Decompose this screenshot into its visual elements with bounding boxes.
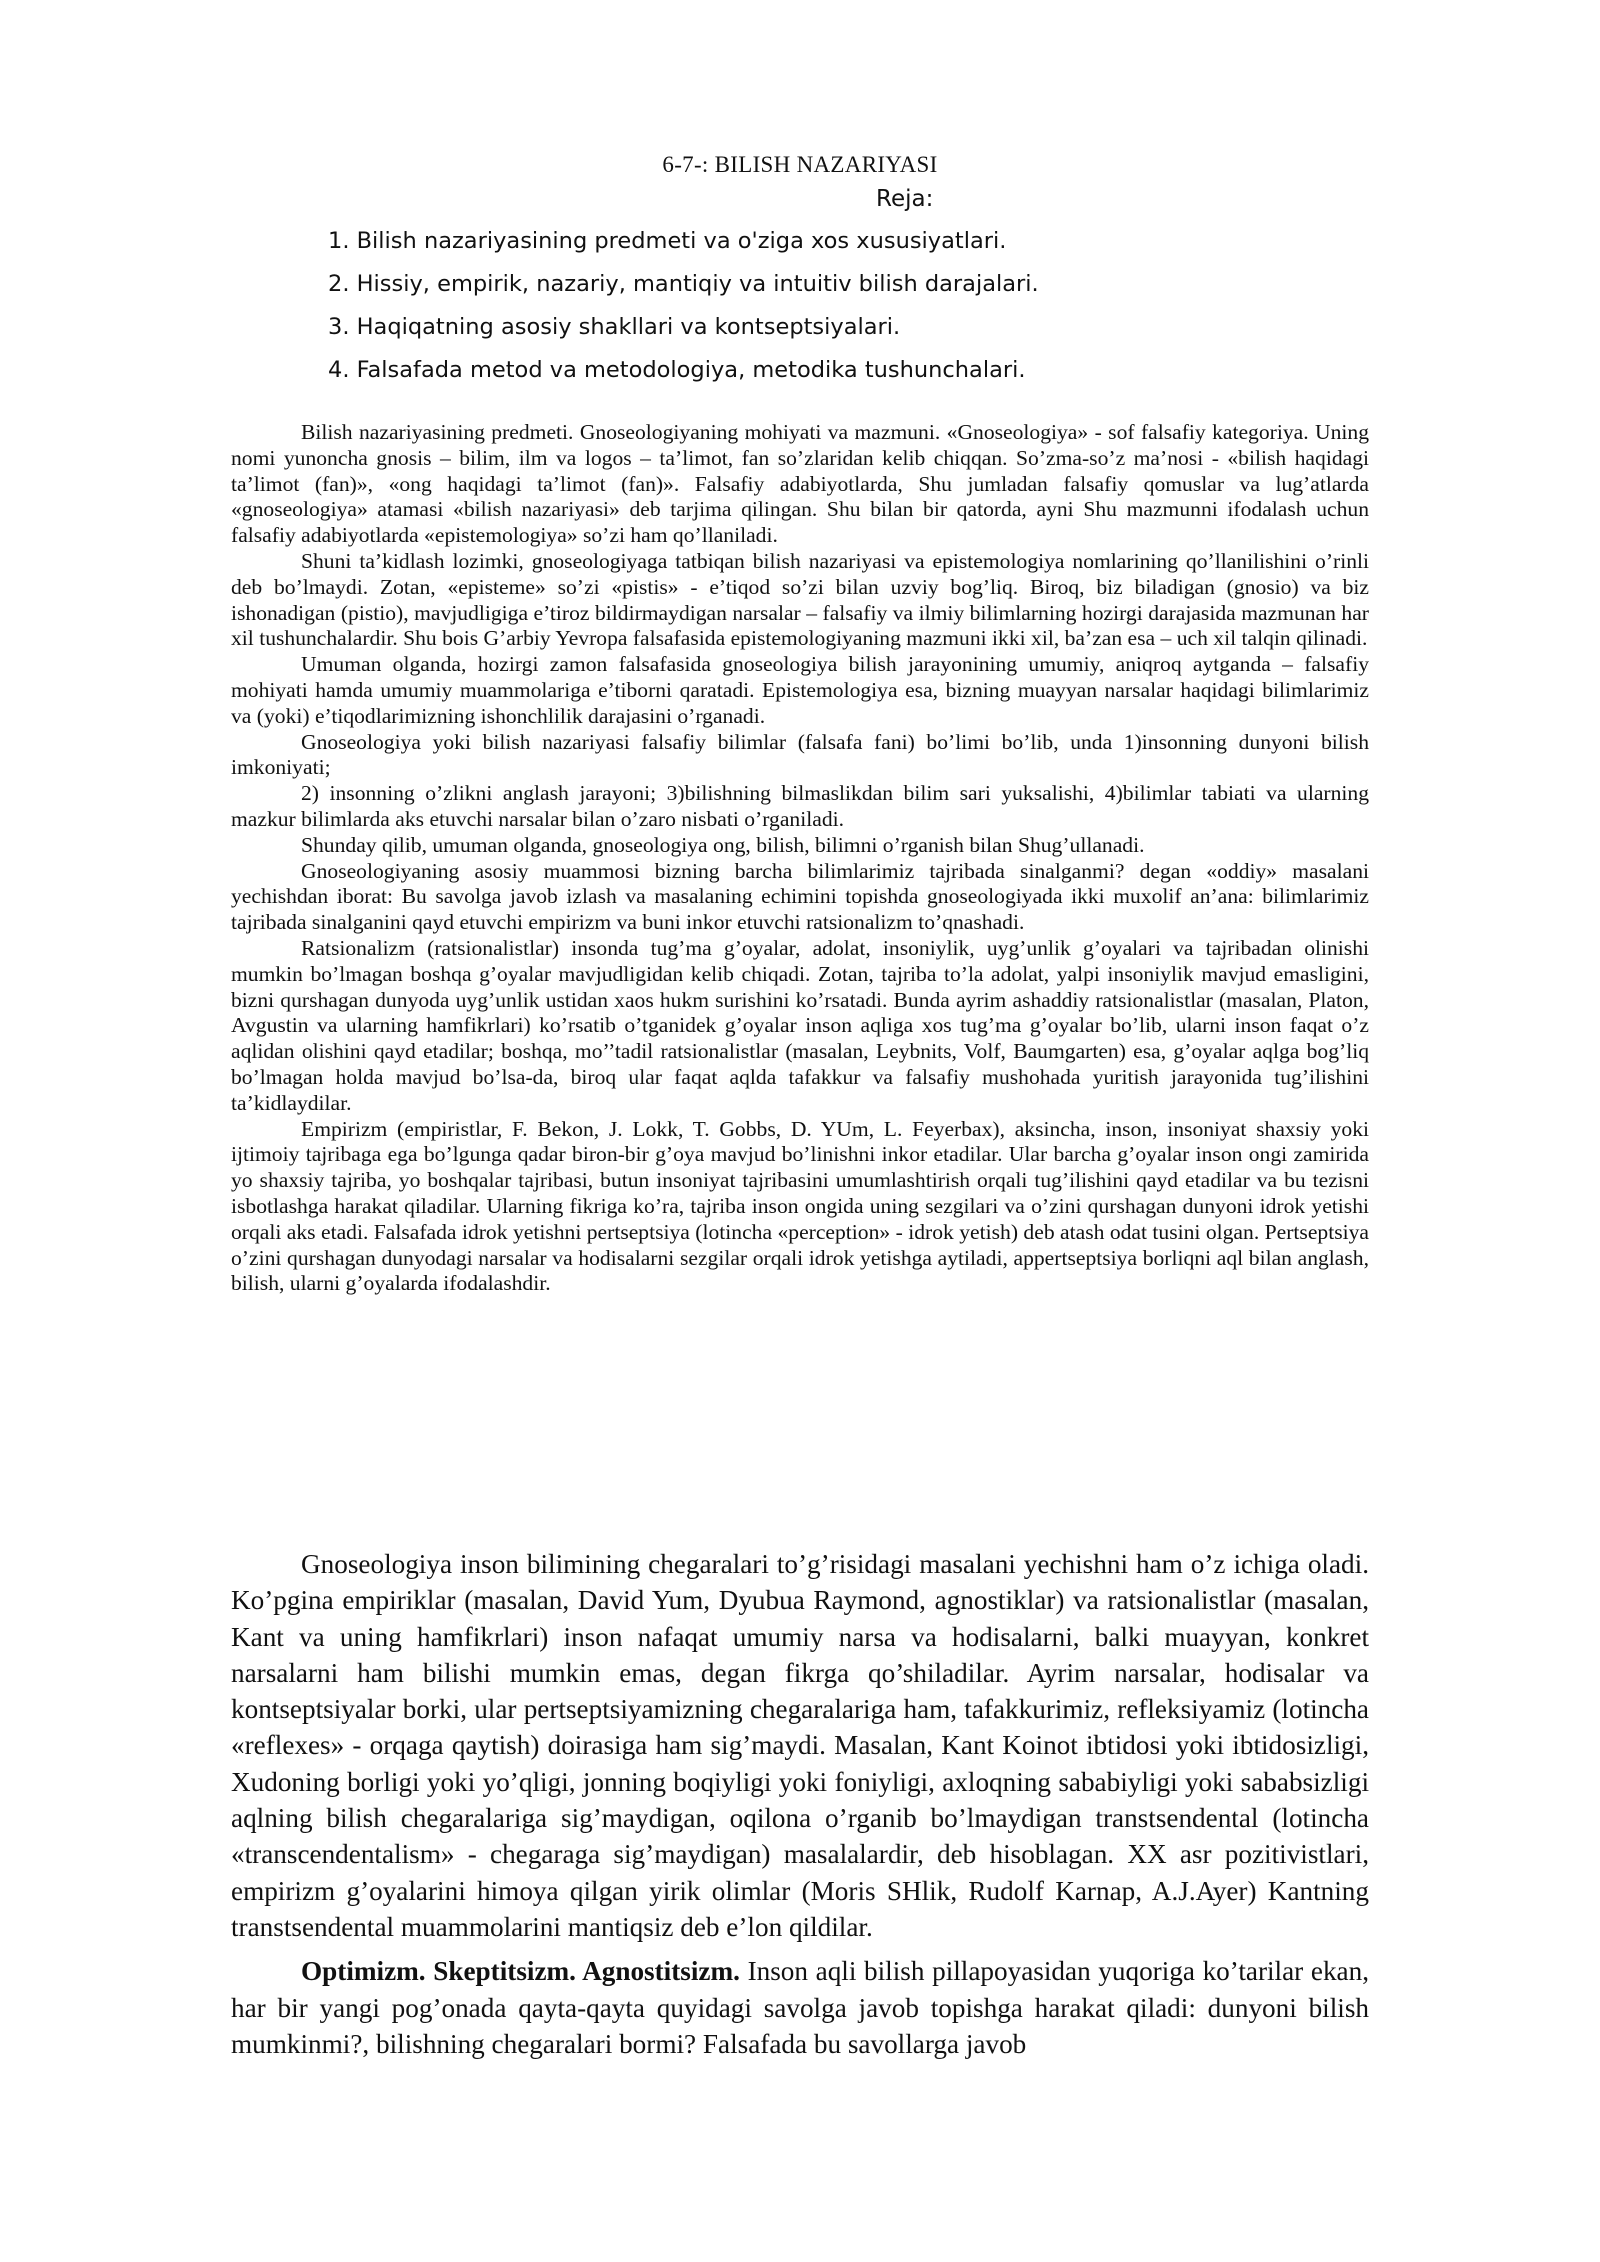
paragraph: Shunday qilib, umuman olganda, gnoseologiya ong, bilish, bilimni o’rganish bilan Shug’ullanadi. <box>301 832 1145 857</box>
paragraph: Ratsionalizm (ratsionalistlar) insonda tug’ma g’oyalar, adolat, insoniylik, uyg’unlik g’oyalari va tajribadan olinishi mumkin bo’lmagan boshqa g’oyalar mavjudligidan kelib chiqadi. Zotan, tajriba to’la adolat, yalpi insoniylik mavjud emasligini, bizni qurshagan dunyoda uyg’unlik ustidan xaos hukm surishini ko’rsatadi. Bunda ayrim ashaddiy ratsionalistlar (masalan, Platon, Avgustin va ularning hamfikrlari) ko’rsatib o’tganidek g’oyalar inson aqliga xos tug’ma g’oyalar bo’lib, ularni inson faqat o’z aqlidan olishini qayd etadilar; boshqa, mo’’tadil ratsionalistlar (masalan, Leybnits, Volf, Baumgarten) esa, g’oyalar aqlga bog’liq bo’lmagan holda mavjud bo’lsa-da, biroq ular faqat aqlda tafakkur va falsafiy mushohada yuritish jarayonida tug’ilishini ta’kidlaydilar. <box>231 935 1369 1115</box>
paragraph-heading: Optimizm. Skeptitsizm. Agnostitsizm. <box>301 1956 740 1987</box>
paragraph-optimizm <box>231 1953 1369 2062</box>
paragraph-text: Inson aqli bilish pillapoyasidan yuqoriga ko’tarilar ekan, har bir yangi pog’onada qayta-qayta quyidagi savolga javob topishga harakat qiladi: dunyoni bilish mumkinmi?, bilishning chegaralari bormi? Falsafada bu savollarga javob <box>231 1956 1369 2059</box>
plan-item: 2. Hissiy, empirik, nazariy, mantiqiy va intuitiv bilish darajalari. <box>328 271 1039 297</box>
body-text-large <box>231 1546 1369 2062</box>
paragraph: Umuman olganda, hozirgi zamon falsafasida gnoseologiya bilish jarayonining umumiy, aniqroq aytganda – falsafiy mohiyati hamda umumiy muammolariga e’tiborni qaratadi. Epistemologiya esa, bizning muayyan narsalar haqidagi bilimlarimiz va (yoki) e’tiqodlarimizning ishonchlilik darajasini o’rganadi. <box>231 652 1369 728</box>
plan-item: 4. Falsafada metod va metodologiya, metodika tushunchalari. <box>328 357 1026 383</box>
paragraph: 2) insonning o’zlikni anglash jarayoni; 3)bilishning bilmaslikdan bilim sari yuksalishi, 4)bilimlar tabiati va ularning mazkur bilimlarda aks etuvchi narsalar bilan o’zaro nisbati o’rganiladi. <box>231 781 1369 831</box>
paragraph: Gnoseologiya inson bilimining chegaralari to’g’risidagi masalani yechishni ham o’z ichiga oladi. Ko’pgina empiriklar (masalan, David Yum, Dyubua Raymond, agnostiklar) va ratsionalistlar (masalan, Kant va uning hamfikrlari) inson nafaqat umumiy narsa va hodisalarni, balki muayyan, konkret narsalarni ham bilishi mumkin emas, degan fikrga qo’shiladilar. Ayrim narsalar, hodisalar va kontseptsiyalar borki, ular pertseptsiyamizning chegaralariga ham, tafakkurimiz, refleksiyamiz (lotincha «reflexes» - orqaga qaytish) doirasiga ham sig’maydi. Masalan, Kant Koinot ibtidosi yoki ibtidosizligi, Xudoning borligi yoki yo’qligi, jonning boqiyligi yoki foniyligi, axloqning sababiyligi yoki sababsizligi aqlning bilish chegaralariga sig’maydigan, oqilona o’rganib bo’lmaydigan transtsendental (lotincha «transcendentalism» - chegaraga sig’maydigan) masalalardir, deb hisoblagan. XX asr pozitivistlari, empirizm g’oyalarini himoya qilgan yirik olimlar (Moris SHlik, Rudolf Karnap, A.J.Ayer) Kantning transtsendental muammolarini mantiqsiz deb e’lon qildilar. <box>231 1549 1369 1942</box>
paragraph: Gnoseologiyaning asosiy muammosi bizning barcha bilimlarimiz tajribada sinalganmi? degan «oddiy» masalani yechishdan iborat: Bu savolga javob izlash va masalaning echimini topishda gnoseologiyada ikki muxolif an’ana: bilimlarimiz tajribada sinalganini qayd etuvchi empirizm va buni inkor etuvchi ratsionalizm to’qnashadi. <box>231 858 1369 935</box>
paragraph: Bilish nazariyasining predmeti. Gnoseologiyaning mohiyati va mazmuni. «Gnoseologiya» - sof falsafiy kategoriya. Uning nomi yunoncha gnosis – bilim, ilm va logos – ta’limot, fan so’zlaridan kelib chiqqan. So’zma-so’z ma’nosi - «bilish haqidagi ta’limot (fan)», «ong haqidagi ta’limot (fan)». Falsafiy adabiyotlarda, Shu jumladan falsafiy qomuslar va lug’atlarda «gnoseologiya» atamasi «bilish nazariyasi» deb tarjima qilingan. Shu bilan bir qatorda, ayni Shu mazmunni ifodalash uchun falsafiy adabiyotlarda «epistemologiya» so’zi ham qo’llaniladi. <box>231 420 1369 548</box>
paragraph: Gnoseologiya yoki bilish nazariyasi falsafiy bilimlar (falsafa fani) bo’limi bo’lib, unda 1)insonning dunyoni bilish imkoniyati; <box>231 729 1369 780</box>
document-title: 6-7-: BILISH NAZARIYASI <box>662 152 938 177</box>
body-text-small <box>231 420 1369 1297</box>
paragraph: Empirizm (empiristlar, F. Bekon, J. Lokk, T. Gobbs, D. YUm, L. Feyerbax), aksincha, inson, insoniyat shaxsiy yoki ijtimoiy tajribaga ega bo’lgunga qadar biron-bir g’oya mavjud bo’linishni inkor etadilar. Ular barcha g’oyalar inson ongi zamirida yo shaxsiy tajriba, yo boshqalar tajribasi, butun insoniyat tajribasini umumlashtirish orqali tug’ilishini qayd etadilar va bu tezisni isbotlashga harakat qiladilar. Ularning fikriga ko’ra, tajriba inson ongida uning sezgilari va o’zini qurshagan dunyoni idrok yetishi orqali aks etadi. Falsafada idrok yetishni pertseptsiya (lotincha «perception» - idrok yetish) deb atash odat tusini olgan. Pertseptsiya o’zini qurshagan dunyodagi narsalar va hodisalarni sezgilar orqali idrok yetishga aytiladi, appertseptsiya borliqni aql bilan anglash, bilish, ularni g’oyalarda ifodalashdir. <box>231 1116 1369 1296</box>
plan-heading: Reja: <box>876 186 934 212</box>
plan-list <box>328 226 1039 398</box>
plan-item: 3. Haqiqatning asosiy shakllari va kontseptsiyalari. <box>328 314 901 340</box>
paragraph: Shuni ta’kidlash lozimki, gnoseologiyaga tatbiqan bilish nazariyasi va epistemologiya nomlarining qo’llanilishini o’rinli deb bo’lmaydi. Zotan, «episteme» so’zi «pistis» - e’tiqod so’zi bilan uzviy bog’liq. Biroq, biz biladigan (gnosio) va biz ishonadigan (pistio), mavjudligiga e’tiroz bildirmaydigan narsalar – falsafiy va ilmiy bilimlarning hozirgi darajasida mazmunan har xil tushunchalardir. Shu bois G’arbiy Yevropa falsafasida epistemologiyaning mazmuni ikki xil, ba’zan esa – uch xil talqin qilinadi. <box>231 548 1369 651</box>
plan-item: 1. Bilish nazariyasining predmeti va o'ziga xos xususiyatlari. <box>328 228 1007 254</box>
